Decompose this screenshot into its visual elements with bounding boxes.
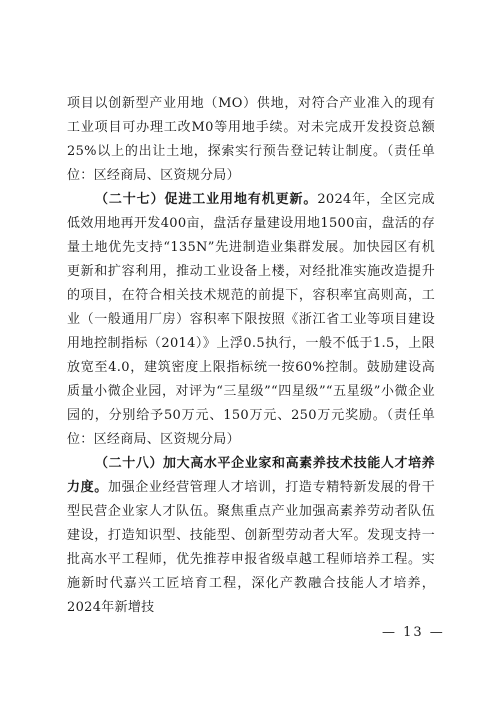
body-text bbox=[67, 92, 435, 620]
paragraph-text: 2024年，全区完成低效用地再开发400亩，盘活存量建设用地1500亩，盘活的存量土地优先支持“135N”先进制造业集群发展。加快园区有机更新和扩容利用，推动工业设备上楼，对经批准实施改造提升的项目，在符合相关技术规范的前提下，容积率宜高则高，工业（一般通用厂房）容积率下限按照《浙江省工业等项目建设用地控制指标（2014）》上浮0.5执行，一般不低于1.5，上限放宽至4.0，建筑密度上限指标统一按60%控制。鼓励建设高质量小微企业园，对评为“三星级”“四星级”“五星级”小微企业园的，分别给予50万元、150万元、250万元奖励。（责任单位：区经商局、区资规分局） bbox=[67, 192, 435, 447]
section-heading-28: （二十八）加大高水平企业家和高素养技术技能人才培养力度。 bbox=[67, 456, 435, 495]
page-number: — 13 — bbox=[382, 625, 445, 640]
paragraph-27 bbox=[67, 188, 435, 452]
paragraph-28 bbox=[67, 452, 435, 620]
paragraph-text: 加强企业经营管理人才培训，打造专精特新发展的骨干型民营企业家人才队伍。聚焦重点产业加强高素养劳动者队伍建设，打造知识型、技能型、创新型劳动者大军。发现支持一批高水平工程师，优先推荐申报省级卓越工程师培养工程。实施新时代嘉兴工匠培育工程，深化产教融合技能人才培养，2024年新增技 bbox=[67, 480, 436, 615]
paragraph-continuation bbox=[67, 92, 435, 188]
section-heading-27: （二十七）促进工业用地有机更新。 bbox=[95, 192, 318, 207]
paragraph-text: 项目以创新型产业用地（MO）供地，对符合产业准入的现有工业项目可办理工改M0等用地手续。对未完成开发投资总额25%以上的出让土地，探索实行预告登记转让制度。（责任单位：区经商局、区资规分局） bbox=[67, 96, 435, 183]
